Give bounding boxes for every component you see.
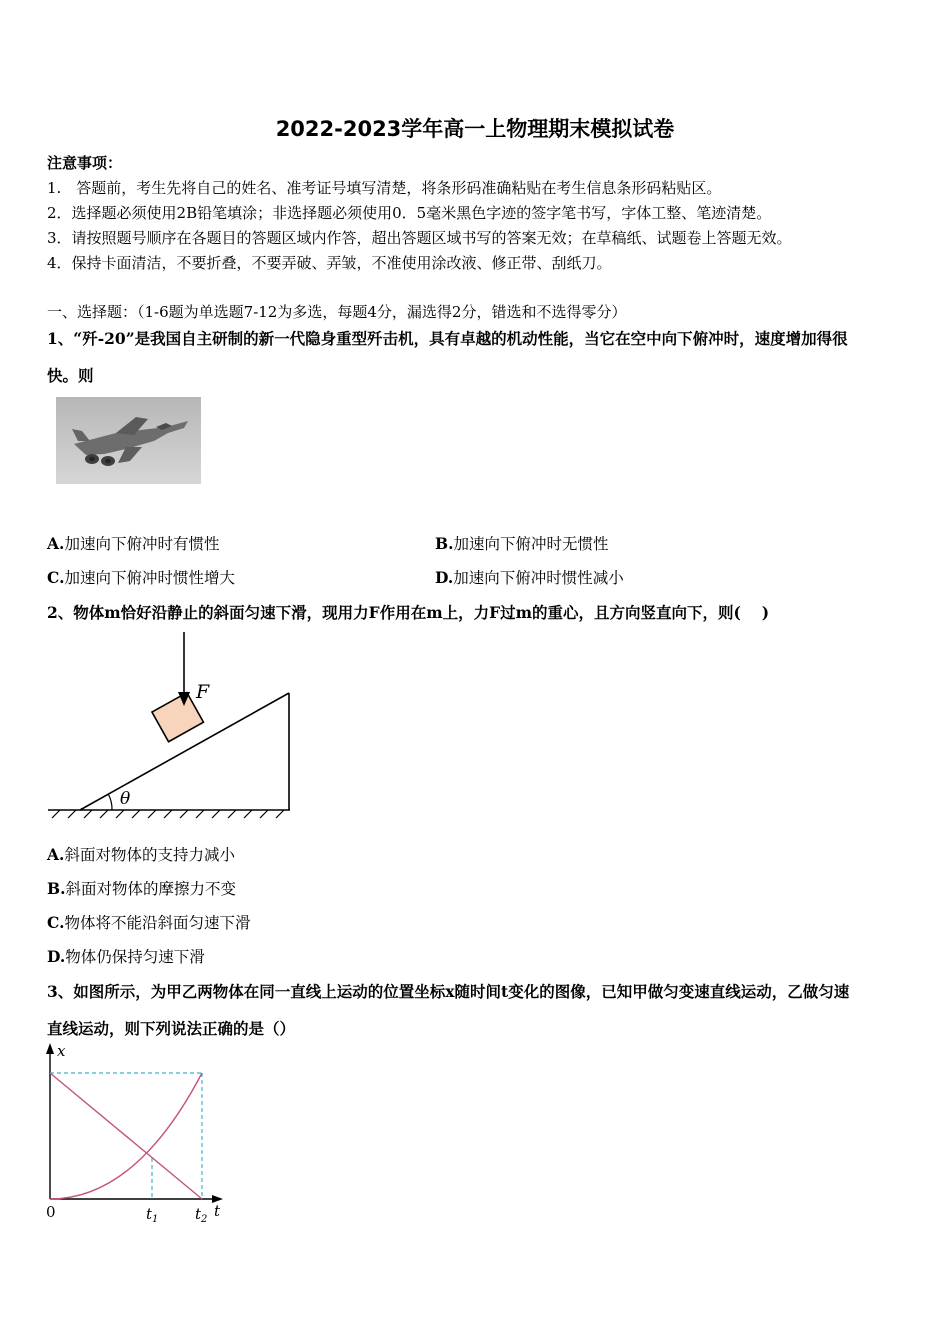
q1-stem-line2: 快。则 — [47, 366, 94, 385]
angle-label: θ — [120, 789, 131, 809]
q2-option-c[interactable] — [47, 911, 250, 933]
t1-label: $t_1$ — [146, 1205, 159, 1225]
option-letter: B. — [47, 879, 66, 898]
option-text: 加速向下俯冲时惯性增大 — [64, 569, 235, 587]
incline-figure — [40, 630, 300, 820]
option-letter: A. — [47, 845, 65, 864]
option-text: 物体将不能沿斜面匀速下滑 — [64, 914, 251, 932]
option-text: 物体仍保持匀速下滑 — [65, 948, 205, 966]
q1-option-a[interactable] — [47, 532, 219, 554]
q1-option-d[interactable] — [435, 566, 624, 588]
y-axis-arrowhead — [46, 1043, 54, 1054]
option-text: 加速向下俯冲时有惯性 — [64, 535, 220, 553]
q3-stem-line2: 直线运动，则下列说法正确的是（） — [47, 1019, 296, 1038]
option-text: 斜面对物体的支持力减小 — [64, 846, 235, 864]
ground-hatching — [52, 810, 284, 818]
origin-label: 0 — [46, 1203, 56, 1221]
q1-option-c[interactable] — [47, 566, 235, 588]
notice-item-4: 4．保持卡面清洁，不要折叠，不要弄破、弄皱，不准使用涂改液、修正带、刮纸刀。 — [47, 254, 612, 272]
q2-option-a[interactable] — [47, 843, 235, 865]
option-letter: C. — [47, 568, 65, 587]
option-letter: A. — [47, 534, 65, 553]
q3-stem-line1: 3、如图所示，为甲乙两物体在同一直线上运动的位置坐标x随时间t变化的图像，已知甲做匀变速直线运动，乙做匀速 — [47, 982, 850, 1001]
option-text: 斜面对物体的摩擦力不变 — [65, 880, 237, 898]
force-label: F — [196, 681, 210, 703]
q2-stem: 2、物体m恰好沿静止的斜面匀速下滑，现用力F作用在m上，力F过m的重心，且方向竖直向下，则( ) — [47, 603, 770, 622]
line-yi — [50, 1073, 202, 1199]
x-axis-label: t — [214, 1202, 221, 1220]
t2-label: $t_2$ — [195, 1205, 208, 1225]
q2-option-d[interactable] — [47, 945, 205, 967]
notice-item-2: 2．选择题必须使用2B铅笔填涂；非选择题必须使用0．5毫米黑色字迹的签字笔书写，字体工整、笔迹清楚。 — [47, 204, 772, 222]
section-heading: 一、选择题：（1-6题为单选题7-12为多选，每题4分，漏选得2分，错选和不选得零分） — [47, 303, 627, 321]
q1-option-b[interactable] — [435, 532, 609, 554]
xt-graph — [36, 1040, 236, 1230]
jet-fighter-image — [56, 397, 201, 484]
option-letter: C. — [47, 913, 65, 932]
y-axis-label: x — [57, 1042, 66, 1060]
option-text: 加速向下俯冲时惯性减小 — [453, 569, 624, 587]
q1-stem-line1: 1、“歼-20”是我国自主研制的新一代隐身重型歼击机，具有卓越的机动性能，当它在空中向下俯冲时，速度增加得很 — [47, 329, 848, 348]
option-letter: D. — [435, 568, 454, 587]
notice-item-1: 1. 答题前，考生先将自己的姓名、准考证号填写清楚，将条形码准确粘贴在考生信息条形码粘贴区。 — [47, 179, 722, 197]
option-letter: B. — [435, 534, 454, 553]
page-title: 2022-2023学年高一上物理期末模拟试卷 — [275, 117, 675, 141]
option-text: 加速向下俯冲时无惯性 — [453, 535, 609, 553]
notice-item-3: 3．请按照题号顺序在各题目的答题区域内作答，超出答题区域书写的答案无效；在草稿纸、试题卷上答题无效。 — [47, 229, 792, 247]
option-letter: D. — [47, 947, 66, 966]
q2-option-b[interactable] — [47, 877, 236, 899]
angle-arc — [109, 795, 113, 811]
notice-heading: 注意事项： — [47, 154, 123, 172]
